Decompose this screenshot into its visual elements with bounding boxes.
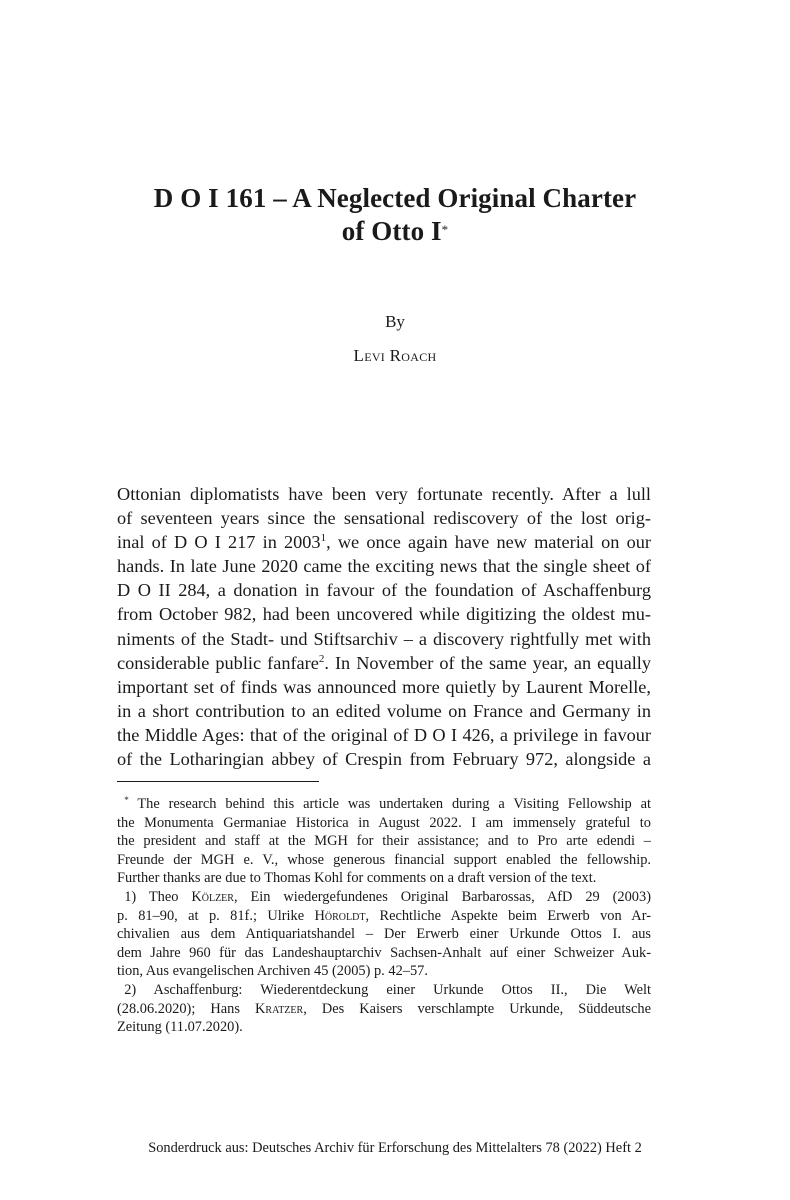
footnote-line: chivalien aus dem Antiquariatshandel – Der Erwerb einer Urkunde Ottos I. aus <box>117 926 651 943</box>
footnote-ref[interactable]: 1 <box>320 532 327 545</box>
footnote-line: the Monumenta Germaniae Historica in August 2022. I am immensely grateful to <box>117 814 651 831</box>
body-line: D O II 284, a donation in favour of the foundation of Aschaffenburg <box>117 580 651 601</box>
footnotes <box>117 795 651 1037</box>
body-line: of seventeen years since the sensational rediscovery of the lost orig- <box>117 508 651 529</box>
body-paragraph <box>117 482 651 771</box>
footnote-line: Zeitung (11.07.2020). <box>117 1019 243 1036</box>
author-name: Levi Roach <box>353 346 437 365</box>
body-line: considerable public fanfare$^2$. In November of the same year, an equally <box>117 652 651 673</box>
footnote-line: p. 81–90, at p. 81f.; Ulrike Höroldt, Rechtliche Aspekte beim Erwerb von Ar- <box>117 907 651 924</box>
body-line: hands. In late June 2020 came the exciting news that the single sheet of <box>117 556 651 577</box>
cited-author: Höroldt <box>314 907 366 924</box>
cited-author: Kratzer <box>255 1000 304 1017</box>
footnote-line: (28.06.2020); Hans Kratzer, Des Kaisers verschlampte Urkunde, Süddeutsche <box>117 1000 651 1017</box>
cited-author: Kölzer <box>191 888 234 905</box>
body-line: Ottonian diplomatists have been very fortunate recently. After a lull <box>117 484 651 504</box>
body-line: of the Lotharingian abbey of Crespin from February 972, alongside a <box>117 749 651 770</box>
footnote-line: tion, Aus evangelischen Archiven 45 (2005) p. 42–57. <box>117 963 428 980</box>
footnote-1 <box>117 888 651 981</box>
title-line-2: of Otto I <box>341 216 442 246</box>
footnote-line: the president and staff at the MGH for their assistance; and to Pro arte edendi – <box>117 833 651 850</box>
footnote-ref[interactable]: 2 <box>318 652 325 665</box>
footnote-divider <box>117 781 319 782</box>
body-line: in a short contribution to an edited volume on France and Germany in <box>117 700 651 721</box>
body-line: niments of the Stadt- und Stiftsarchiv – a discovery rightfully met with <box>117 628 651 649</box>
footnote-line: 1) Theo Kölzer, Ein wiedergefundenes Original Barbarossas, AfD 29 (2003) <box>124 888 651 905</box>
page-footer: Sonderdruck aus: Deutsches Archiv für Erforschung des Mittelalters 78 (2022) Heft 2 <box>148 1140 642 1156</box>
byline-label: By <box>385 312 405 331</box>
footnote-2 <box>117 981 651 1037</box>
footnote-line: dem Jahre 960 für das Landeshauptarchiv Sachsen-Anhalt auf einer Schweizer Auk- <box>117 944 651 961</box>
footnote-star-mark: * <box>124 795 129 805</box>
body-line: the Middle Ages: that of the original of D O I 426, a privilege in favour <box>117 724 651 745</box>
body-line: from October 982, had been uncovered while digitizing the oldest mu- <box>117 604 651 625</box>
footnote-line: Further thanks are due to Thomas Kohl for comments on a draft version of the text. <box>117 870 597 887</box>
footnote-line: * The research behind this article was undertaken during a Visiting Fellowship at <box>124 795 652 812</box>
footnote-star <box>117 795 651 888</box>
body-line: important set of finds was announced more quietly by Laurent Morelle, <box>117 676 651 697</box>
footnote-line: 2) Aschaffenburg: Wiederentdeckung einer Urkunde Ottos II., Die Welt <box>124 981 651 998</box>
article-title <box>100 182 690 248</box>
title-footnote-mark[interactable]: * <box>441 222 449 237</box>
title-line-1: D O I 161 – A Neglected Original Charter <box>153 183 637 213</box>
body-line: inal of D O I 217 in 2003$^1$, we once again have new material on our <box>117 532 651 553</box>
footnote-line: Freunde der MGH e. V., whose generous financial support enabled the fellowship. <box>117 851 651 868</box>
